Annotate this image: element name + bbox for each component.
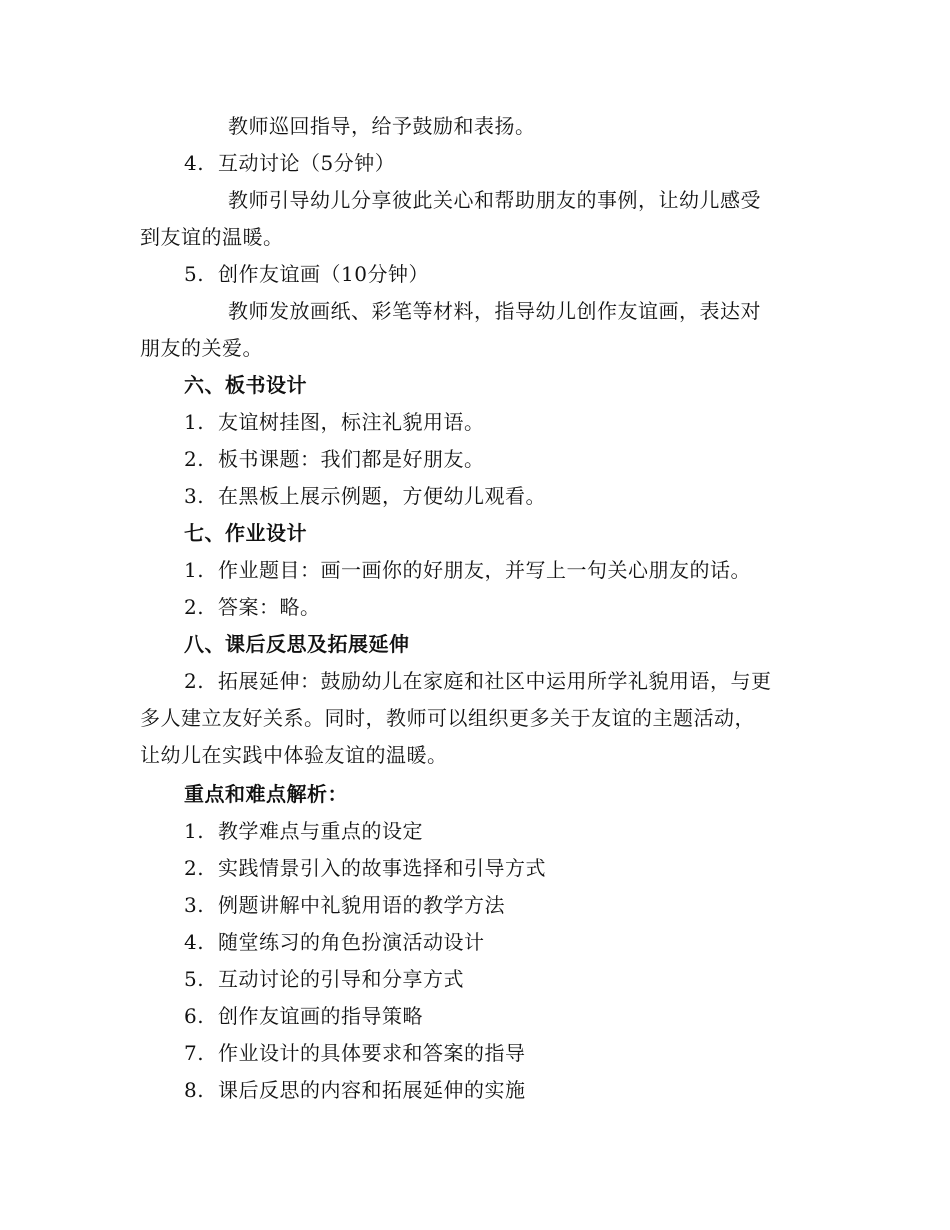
- list-number: 3.: [184, 484, 205, 508]
- list-item: [184, 556, 854, 584]
- list-number: 1.: [184, 819, 205, 843]
- list-item-text: 互动讨论的引导和分享方式: [218, 967, 464, 991]
- list-item: [184, 1076, 854, 1104]
- paragraph-line: 多人建立友好关系。同时，教师可以组织更多关于友谊的主题活动，: [140, 706, 755, 730]
- paragraph-line: 让幼儿在实践中体验友谊的温暖。: [140, 743, 448, 767]
- list-number: 2.: [184, 856, 205, 880]
- list-number: 8.: [184, 1078, 205, 1102]
- section-heading: 八、课后反思及拓展延伸: [184, 632, 410, 656]
- paragraph-line: 教师发放画纸、彩笔等材料，指导幼儿创作友谊画，表达对: [228, 299, 761, 323]
- list-item-text: 答案：略。: [218, 595, 321, 619]
- list-item-text: 例题讲解中礼貌用语的教学方法: [218, 893, 505, 917]
- section-heading: 六、板书设计: [184, 373, 307, 397]
- list-item-text: 随堂练习的角色扮演活动设计: [218, 930, 485, 954]
- list-item-text: 实践情景引入的故事选择和引导方式: [218, 856, 546, 880]
- section-heading: 七、作业设计: [184, 521, 307, 545]
- list-number: 2.: [184, 669, 205, 693]
- list-item-text: 在黑板上展示例题，方便幼儿观看。: [218, 484, 546, 508]
- list-item: [184, 408, 854, 436]
- section-heading: 重点和难点解析：: [184, 782, 348, 806]
- list-item-text: 创作友谊画的指导策略: [218, 1004, 423, 1028]
- list-item: [184, 149, 854, 177]
- list-item: [184, 445, 854, 473]
- list-item: [184, 260, 854, 288]
- list-item-text: 创作友谊画（10分钟）: [218, 262, 429, 286]
- list-number: 7.: [184, 1041, 205, 1065]
- list-item: [184, 667, 854, 695]
- list-item-text: 课后反思的内容和拓展延伸的实施: [218, 1078, 526, 1102]
- list-number: 5.: [184, 262, 205, 286]
- list-number: 4.: [184, 930, 205, 954]
- list-item: [184, 482, 854, 510]
- list-item: [184, 928, 854, 956]
- paragraph-line: 教师引导幼儿分享彼此关心和帮助朋友的事例，让幼儿感受: [228, 188, 761, 212]
- paragraph-line: 朋友的关爱。: [140, 336, 263, 360]
- list-item: [184, 817, 854, 845]
- list-number: 5.: [184, 967, 205, 991]
- list-number: 3.: [184, 893, 205, 917]
- list-item-text: 作业设计的具体要求和答案的指导: [218, 1041, 526, 1065]
- list-number: 1.: [184, 410, 205, 434]
- list-item-text: 教学难点与重点的设定: [218, 819, 423, 843]
- list-item-text: 互动讨论（5分钟）: [218, 151, 396, 175]
- list-number: 6.: [184, 1004, 205, 1028]
- list-item-text: 友谊树挂图，标注礼貌用语。: [218, 410, 485, 434]
- list-item: [184, 854, 854, 882]
- list-number: 2.: [184, 447, 205, 471]
- paragraph-line: 到友谊的温暖。: [140, 225, 284, 249]
- list-number: 2.: [184, 595, 205, 619]
- list-number: 4.: [184, 151, 205, 175]
- paragraph-line: 教师巡回指导，给予鼓励和表扬。: [228, 114, 536, 138]
- list-item: [184, 593, 854, 621]
- list-item-text: 作业题目：画一画你的好朋友，并写上一句关心朋友的话。: [218, 558, 751, 582]
- list-number: 1.: [184, 558, 205, 582]
- list-item: [184, 1039, 854, 1067]
- list-item-text: 拓展延伸：鼓励幼儿在家庭和社区中运用所学礼貌用语，与更: [218, 669, 772, 693]
- list-item: [184, 1002, 854, 1030]
- list-item: [184, 891, 854, 919]
- list-item-text: 板书课题：我们都是好朋友。: [218, 447, 485, 471]
- list-item: [184, 965, 854, 993]
